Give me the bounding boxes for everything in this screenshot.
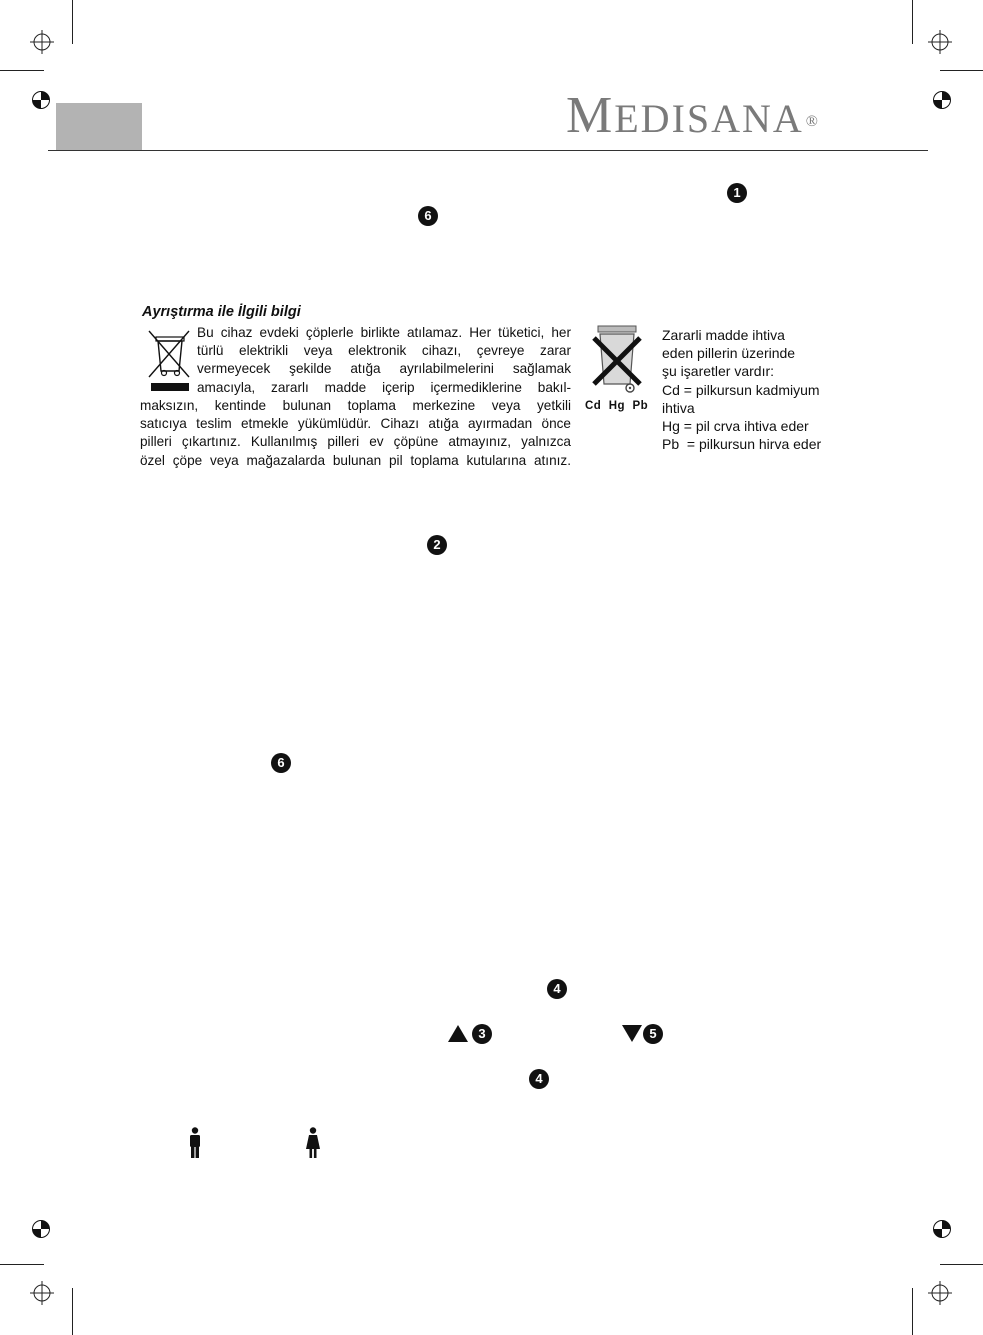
crop-line — [72, 0, 73, 44]
crossed-out-wheelie-bin-icon — [145, 327, 195, 395]
marker-6: 6 — [271, 753, 291, 773]
registration-mark-icon — [30, 1281, 54, 1305]
brand-logo — [566, 86, 820, 149]
text-line: eden pillerin üzerinde — [662, 345, 796, 362]
triangle-down-icon — [622, 1025, 642, 1042]
page-tab — [56, 103, 142, 151]
text-line: şu işaretler vardır: — [662, 363, 775, 380]
registration-mark-icon — [928, 1281, 952, 1305]
crossed-out-battery-bin-icon — [588, 322, 648, 398]
marker-6: 6 — [418, 206, 438, 226]
text-line: özel çöpe veya mağazalarda bulunan pil toplama kutularına atınız. — [140, 452, 571, 468]
text-line: maksızın, kentinde bulunan toplama merkezine veya yetkili — [140, 398, 571, 413]
text-line: vermeyecek şekilde atığa ayrılabilmelerini sağlamak — [197, 361, 571, 377]
text-line: Hg = pil crva ihtiva eder — [662, 418, 809, 435]
battery-info-text — [662, 326, 821, 453]
marker-3: 3 — [472, 1024, 492, 1044]
male-person-icon — [188, 1127, 202, 1159]
female-person-icon — [305, 1127, 321, 1159]
text-line: Pb = pilkursun hirva eder — [662, 436, 822, 453]
text-line: amacıyla, zararlı madde içerip içermediklerine bakıl- — [197, 379, 571, 395]
text-line: ihtiva — [662, 399, 695, 416]
battery-symbol-label: Cd Hg Pb — [585, 400, 649, 412]
logo-first-letter: M — [566, 87, 615, 144]
triangle-up-icon — [448, 1025, 468, 1042]
crop-line — [72, 1288, 73, 1335]
section-heading: Ayrıştırma ile İlgili bilgi — [142, 304, 301, 320]
disposal-full-text — [140, 397, 571, 470]
crop-line — [940, 1264, 983, 1265]
text-line: Bu cihaz evdeki çöplerle birlikte atılamaz. Her tüketici, her — [197, 325, 571, 340]
crop-line — [0, 70, 44, 71]
text-line: pilleri çıkartınız. Kullanılmış pilleri ev çöpüne atmayınız, yalnızca — [140, 434, 571, 450]
logo-rest: EDISANA — [614, 96, 804, 141]
registration-mark-icon — [928, 30, 952, 54]
marker-5: 5 — [643, 1024, 663, 1044]
marker-4: 4 — [547, 979, 567, 999]
registration-dot-icon — [32, 91, 50, 109]
text-line: Zararli madde ihtiva — [662, 327, 785, 343]
marker-2: 2 — [427, 535, 447, 555]
text-line: Cd = pilkursun kadmiyum — [662, 381, 820, 398]
disposal-indented-text — [197, 324, 571, 397]
crop-line — [0, 1264, 44, 1265]
registration-dot-icon — [933, 1220, 951, 1238]
crop-line — [940, 70, 983, 71]
marker-1: 1 — [727, 183, 747, 203]
crop-line — [912, 0, 913, 44]
header-divider — [48, 150, 928, 151]
registration-dot-icon — [32, 1220, 50, 1238]
registration-mark-icon — [30, 30, 54, 54]
text-line: satıcıya teslim etmekle yükümlüdür. Cihazı atığa ayırmadan önce — [140, 416, 571, 432]
crop-line — [912, 1288, 913, 1335]
text-line: türlü elektrikli veya elektronik cihazı, çevreye zarar — [197, 343, 571, 359]
marker-4: 4 — [529, 1069, 549, 1089]
logo-registered: ® — [805, 113, 820, 130]
registration-dot-icon — [933, 91, 951, 109]
